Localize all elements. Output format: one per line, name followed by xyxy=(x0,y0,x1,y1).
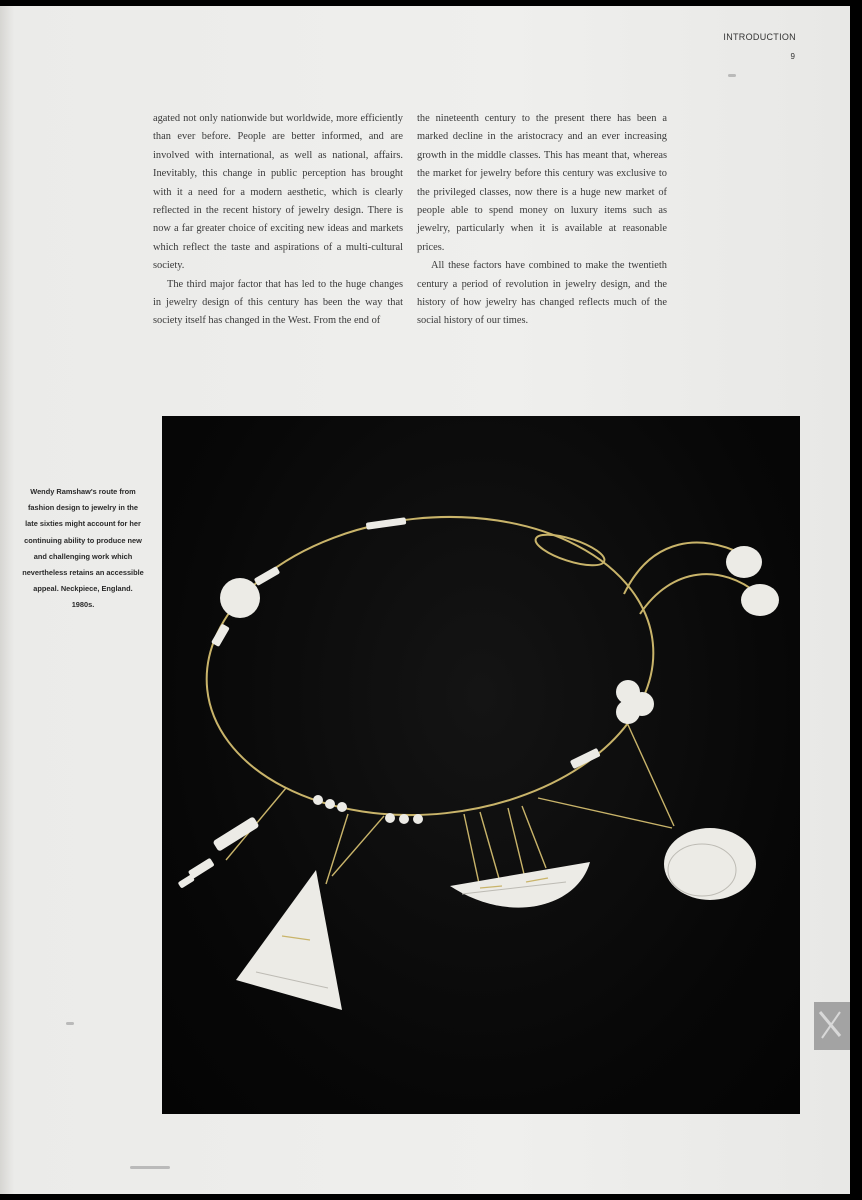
running-head: INTRODUCTION xyxy=(723,32,796,42)
paragraph: The third major factor that has led to the huge changes in jewelry design of this century has been the way that society itself has changed in the West. From the end of xyxy=(153,278,403,327)
page-tab-marker xyxy=(814,1002,850,1050)
ivory-disc xyxy=(741,584,779,616)
ivory-rod xyxy=(212,816,259,852)
page-smudge xyxy=(66,1022,74,1025)
small-loop xyxy=(532,528,607,571)
figure-caption: Wendy Ramshaw's route from fashion design to jewelry in the late sixties might account for her continuing ability to produce new and challenging work which nevertheless retains an accessible appeal. Neckpiece, England. 1980s. xyxy=(22,487,144,610)
ivory-tube xyxy=(254,566,281,586)
hanging-wire xyxy=(480,812,500,882)
ivory-bead xyxy=(413,814,423,824)
paragraph: All these factors have combined to make the twentieth century a period of revolution in jewelry design, and the history of how jewelry has changed reflects much of the social history of our times. xyxy=(417,260,667,327)
paragraph: agated not only nationwide but worldwide, more efficiently than ever before. People are better informed, and are involved with international, as well as national, affairs. Inevitably, this change in public perception has brought with it a need for a modern aesthetic, which is clearly reflected in the recent history of jewelry design. There is now a far greater choice of exciting new ideas and markets which reflect the taste and aspirations of a multi-cultural society. xyxy=(153,113,403,272)
arc-wire xyxy=(624,543,742,594)
ivory-bead xyxy=(313,795,323,805)
ivory-triangle xyxy=(236,870,342,1010)
ivory-tube xyxy=(211,623,230,647)
hanging-wire xyxy=(332,816,384,876)
ivory-bead xyxy=(385,813,395,823)
neckpiece-illustration xyxy=(162,416,800,1114)
ivory-bead xyxy=(337,802,347,812)
text-column-right xyxy=(417,110,667,331)
hanging-wire xyxy=(326,814,348,884)
page-smudge xyxy=(130,1166,170,1169)
hanging-wire xyxy=(464,814,480,888)
page-smudge xyxy=(728,74,736,77)
ivory-tube xyxy=(570,748,601,769)
ivory-rod xyxy=(178,874,195,888)
paragraph: the nineteenth century to the present there has been a marked decline in the aristocracy and an ever increasing growth in the middle classes. This has meant that, whereas the market for jewelry before this century was exclusive to the privileged classes, now there is a huge new market of people able to spend money on luxury items such as jewelry, particularly when it is available at reasonable prices. xyxy=(417,113,667,253)
ivory-disc xyxy=(726,546,762,578)
ivory-bead-large xyxy=(220,578,260,618)
ivory-tube xyxy=(366,517,407,529)
ivory-large-disc xyxy=(664,828,756,900)
ivory-bead xyxy=(325,799,335,809)
ivory-bead-cluster xyxy=(616,700,640,724)
ivory-half-moon xyxy=(450,862,590,908)
hanging-wire xyxy=(508,808,524,874)
hanging-wire xyxy=(538,798,672,828)
arc-wire xyxy=(640,574,758,614)
hanging-wire xyxy=(522,806,546,868)
ivory-bead xyxy=(399,814,409,824)
page-number: 9 xyxy=(790,52,795,61)
hanging-wire xyxy=(624,716,674,826)
text-column-left xyxy=(153,110,403,331)
scan-edge xyxy=(850,6,862,1194)
neck-ring xyxy=(192,495,668,836)
book-page xyxy=(0,6,850,1194)
neckpiece-photo xyxy=(162,416,800,1114)
